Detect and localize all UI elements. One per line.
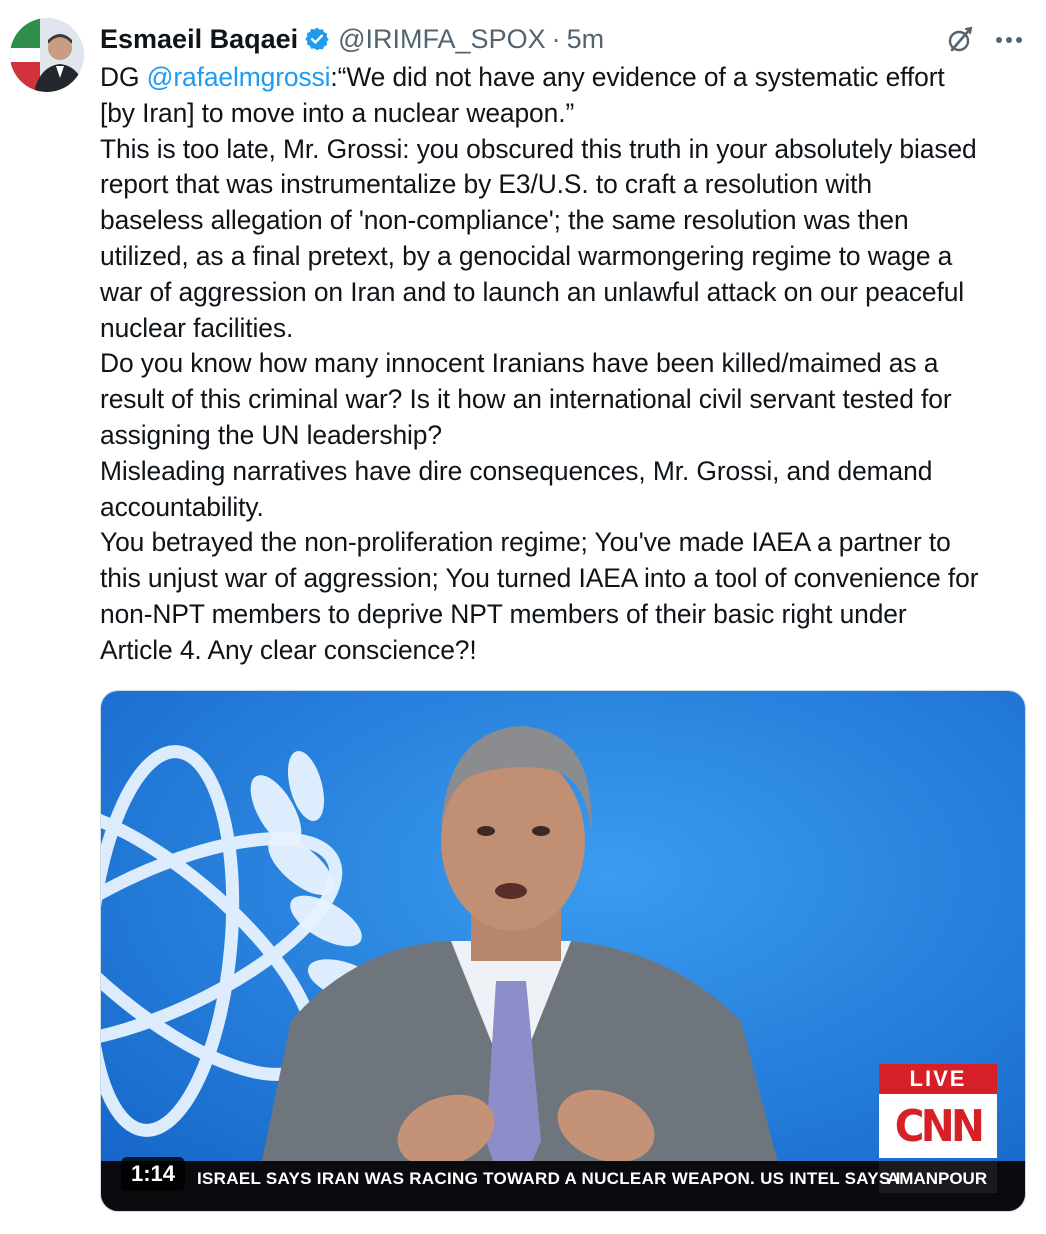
tweet-text-line: This is too late, Mr. Grossi: you obscured this truth in your absolutely biased [100,133,977,164]
tweet-text-line: [by Iran] to move into a nuclear weapon.” [100,97,575,128]
tweet-text-line: accountability. [100,491,264,522]
text-quote-start: :“We did not have any evidence of a systematic effort [330,62,945,92]
tweet-text-line: nuclear facilities. [100,312,294,343]
live-badge: LIVE [879,1064,997,1094]
tweet-header [100,22,604,56]
verified-badge-icon[interactable] [304,26,330,52]
tweet-text-line: utilized, as a final pretext, by a genocidal warmongering regime to wage a [100,240,953,271]
header-separator: · [551,23,561,54]
text-prefix: DG [100,62,147,92]
tweet-text-line: Do you know how many innocent Iranians have been killed/maimed as a [100,348,939,379]
author-handle[interactable]: @IRIMFA_SPOX [338,23,546,54]
tweet-text-line: baseless allegation of 'non-compliance'; the same resolution was then [100,205,909,236]
tweet-text-line: Article 4. Any clear conscience?! [100,634,477,665]
tweet-text-line: war of aggression on Iran and to launch an unlawful attack on our peaceful [100,276,965,307]
author-avatar[interactable] [10,18,84,92]
tweet-text-line: You betrayed the non-proliferation regime; You've made IAEA a partner to [100,527,951,558]
tweet-text-line: non-NPT members to deprive NPT members of their basic right under [100,598,907,629]
grok-icon[interactable] [944,24,976,56]
tweet-text-line: report that was instrumentalize by E3/U.S. to craft a resolution with [100,169,872,200]
network-logo [879,1094,997,1158]
more-options-icon[interactable] [992,24,1026,56]
tweet-text-line: this unjust war of aggression; You turned IAEA into a tool of convenience for [100,563,979,594]
tweet-text-line: result of this criminal war? Is it how an international civil servant tested for [100,384,952,415]
tweet-text-line [100,60,1040,96]
tweet-timestamp[interactable]: 5m [566,23,605,54]
tweet-text [100,60,1040,669]
mention-link[interactable]: @rafaelmgrossi [146,62,331,92]
cnn-logo-text: CNN [894,1100,982,1152]
video-player[interactable] [100,690,1026,1212]
news-ticker: ISRAEL SAYS IRAN WAS RACING TOWARD A NUCLEAR WEAPON. US INTEL SAYS I [197,1169,901,1188]
tweet-text-line: Misleading narratives have dire consequences, Mr. Grossi, and demand [100,455,933,486]
avatar-image [10,18,84,92]
author-name[interactable]: Esmaeil Baqaei [100,23,299,54]
show-name: AMANPOUR [887,1169,988,1188]
video-duration: 1:14 [121,1157,185,1191]
tweet-text-line: assigning the UN leadership? [100,419,442,450]
